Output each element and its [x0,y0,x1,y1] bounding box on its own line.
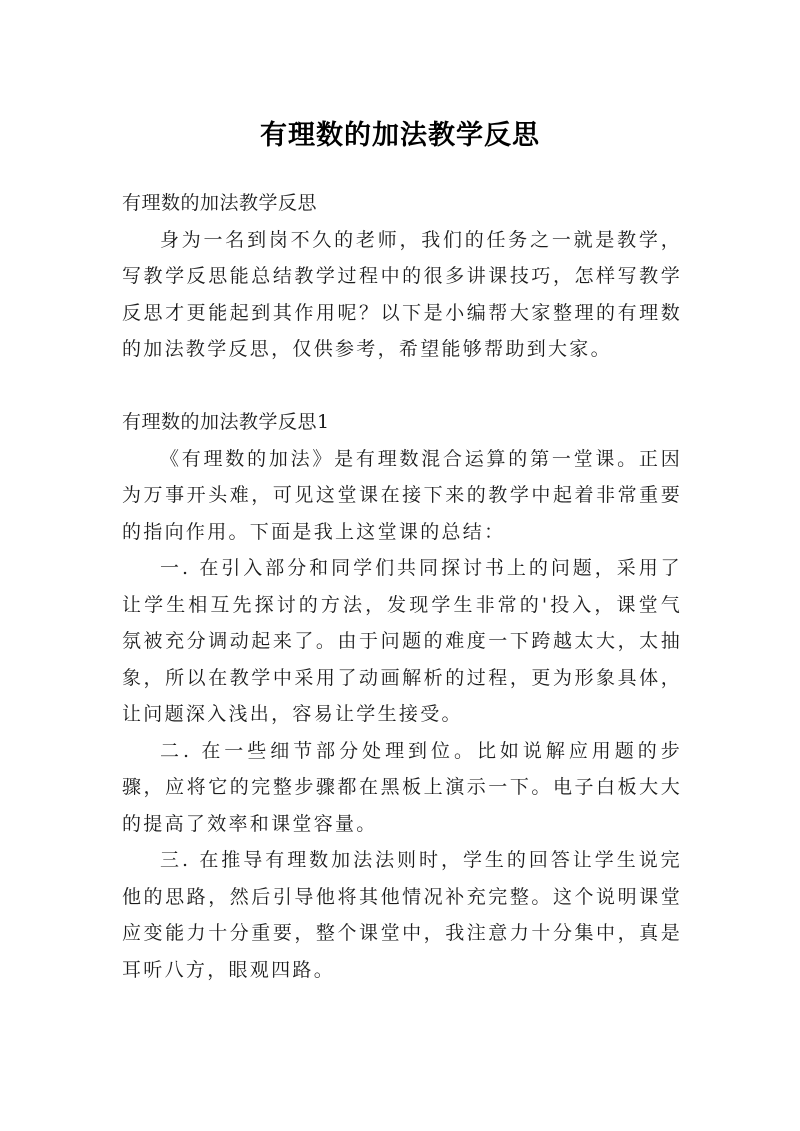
intro-paragraph: 身为一名到岗不久的老师，我们的任务之一就是教学，写教学反思能总结教学过程中的很多讲课技巧，怎样写教学反思才更能起到其作用呢？以下是小编帮大家整理的有理数的加法教学反思，仅供参考，希望能够帮助到大家。 [122,228,682,360]
intro-heading: 有理数的加法教学反思 [122,192,318,214]
body-paragraph-4: 三. 在推导有理数加法法则时，学生的回答让学生说完他的思路，然后引导他将其他情况补充完整。这个说明课堂应变能力十分重要，整个课堂中，我注意力十分集中，真是耳听八方，眼观四路。 [122,849,682,981]
body-paragraph-1: 《有理数的加法》是有理数混合运算的第一堂课。正因为万事开头难，可见这堂课在接下来的教学中起着非常重要的指向作用。下面是我上这堂课的总结： [122,447,682,543]
document-body [122,185,682,988]
body-paragraph-2: 一. 在引入部分和同学们共同探讨书上的问题，采用了让学生相互先探讨的方法，发现学生非常的'投入，课堂气氛被充分调动起来了。由于问题的难度一下跨越太大，太抽象，所以在教学中采用了动画解析的过程，更为形象具体，让问题深入浅出，容易让学生接受。 [122,557,682,725]
body-paragraph-3: 二. 在一些细节部分处理到位。比如说解应用题的步骤，应将它的完整步骤都在黑板上演示一下。电子白板大大的提高了效率和课堂容量。 [122,739,682,835]
document-title: 有理数的加法教学反思 [260,120,540,152]
section-heading: 有理数的加法教学反思1 [122,411,330,433]
blank-line [122,368,682,405]
